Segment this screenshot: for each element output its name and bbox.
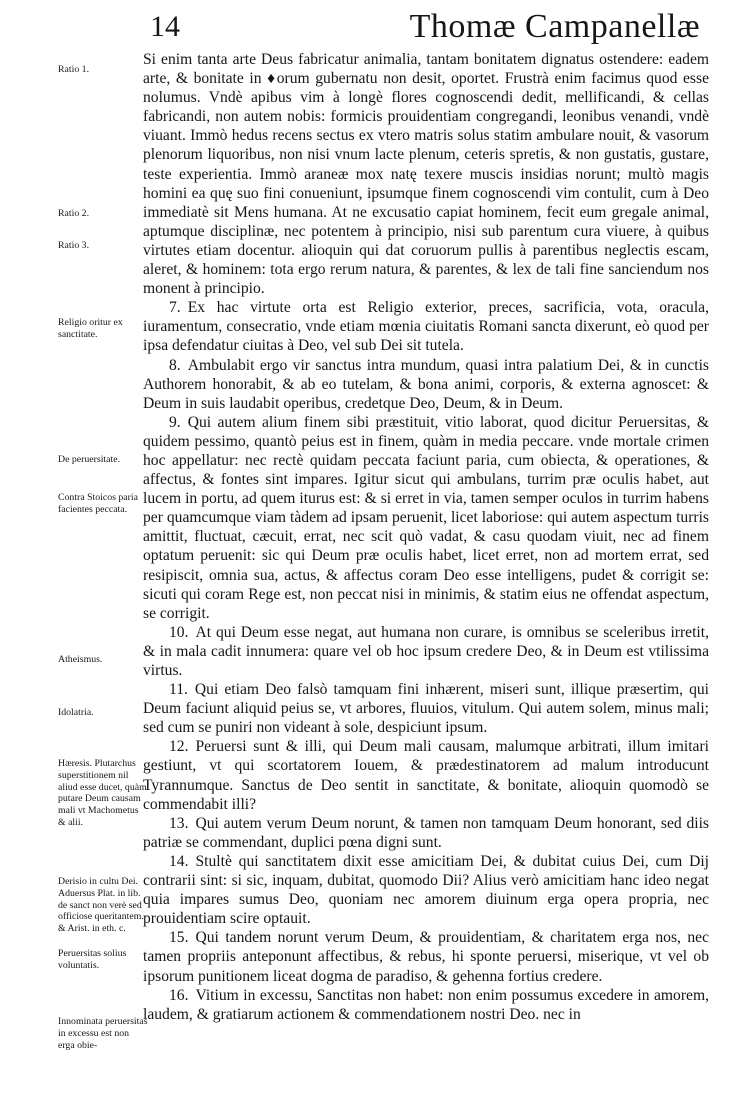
paragraph-number: 10. bbox=[169, 623, 189, 641]
margin-note: De peruersitate. bbox=[58, 454, 121, 465]
paragraph-number: 12. bbox=[169, 738, 189, 756]
paragraph-number: 7. bbox=[169, 299, 181, 317]
paragraph-number: 13. bbox=[169, 814, 189, 832]
main-text bbox=[143, 50, 709, 1024]
paragraph-number: 11. bbox=[169, 681, 188, 699]
margin-note: Hæresis. Plutarchus superstitionem nil aliud esse ducet, quàm putare Deum causam mali vt Machometus & alii. bbox=[58, 758, 147, 828]
paragraph-6 bbox=[143, 50, 709, 298]
paragraph-text: Peruersi sunt & illi, qui Deum mali causam, malumque arbitrati, illum imitari gestiunt, vt qui scortatorem Iouem, & prædestinatorem ad malum introducunt Tyrannumque. Sanctus de Deo sentit in sanctitate, & bonitate, alioquin quomodò se commendabit illi? bbox=[143, 738, 709, 813]
paragraph-10 bbox=[143, 623, 709, 680]
paragraph-number: 9. bbox=[169, 413, 181, 431]
paragraph-number: 14. bbox=[169, 852, 189, 870]
paragraph-text: Qui autem verum Deum norunt, & tamen non tamquam Deum honorant, sed diis patriæ se commendant, duplici pœna digni sunt. bbox=[143, 814, 709, 851]
paragraph-text: Stultè qui sanctitatem dixit esse amicitiam Dei, & dubitat cuius Dei, cum Dij contrarii sint: si sic, inquam, dubitat, quomodo Dii? Alius verò amicitiam hanc ideo negat quia impares sumus Deo, quoniam nec amorem diuinum erga opera propria, nec prouidentiam scire optauit. bbox=[143, 852, 709, 928]
margin-note: Peruersitas solius voluntatis. bbox=[58, 948, 127, 971]
paragraph-text: Si enim tanta arte Deus fabricatur animalia, tantam bonitatem dignatus ostendere: eadem arte, & bonitate in ♦orum gubernatu non desit, oportet. Frustrà enim facimus quod esse nolumus. Vndè apibus vim à longè flores cognoscendi dedit, mellificandi, & cellas fabricandi, non autem nobis: formicis prouidentiam congregandi, leonibus venandi, vndè viuant. Immò hedus recens sectus ex vtero matris solus statim ambulare nouit, & vasorum plenorum liquoribus, non nisi vnum lacte plenum, ceteris spretis, & non gustatis, gustare, teste experientia. Immò araneæ mox natę texere muscis insidias norunt; multò magis homini ea quę suo fini conueniunt, ipsumque finem cognoscendi vim contulit, cum à Deo immediatè sit Mens humana. At ne excusatio capiat hominem, fecit eum gregale animal, aptumque disciplinæ, nec potentem à principio, nisi sub parentum cura viuere, à quibus virtutes etiam docentur. alioquin qui dat coruorum pullis à parentibus neglectis escam, aleret, & hominem: tota ergo rerum natura, & parentes, & lex de tali fine sanciendum nos monent à principio. bbox=[143, 51, 709, 298]
paragraph-text: Qui tandem norunt verum Deum, & prouidentiam, & charitatem erga nos, nec tamen propriis anteponunt affectibus, & rebus, hi sponte peruersi, miserique, vt vel ob ipsorum punitionem liceat dogma de paradiso, & gehenna fortius credere. bbox=[143, 929, 709, 985]
paragraph-number: 15. bbox=[169, 929, 189, 947]
paragraph-text: Ambulabit ergo vir sanctus intra mundum, quasi intra palatium Dei, & in cunctis Authorem honorabit, & ab eo tutelam, & bona animi, corporis, & externa agnoscet: & Deum in suis laudabit operibus, credetque Deo, Deum, & in Deum. bbox=[143, 356, 709, 412]
margin-note: Innominata peruersitas in excessu est non erga obie- bbox=[58, 1016, 148, 1051]
paragraph-12 bbox=[143, 737, 709, 813]
margin-note: Idolatria. bbox=[58, 707, 94, 718]
margin-note: Contra Stoicos paria facientes peccata. bbox=[58, 492, 138, 515]
margin-note: Ratio 1. bbox=[58, 64, 90, 75]
paragraph-number: 8. bbox=[169, 356, 181, 374]
margin-note: Derisio in cultu Dei. Aduersus Plat. in lib. de sanct non verè sed officiose queritantem. & Arist. in eth. c. bbox=[58, 876, 144, 935]
paragraph-number: 16. bbox=[169, 986, 189, 1004]
paragraph-8 bbox=[143, 356, 709, 413]
paragraph-16 bbox=[143, 986, 709, 1024]
paragraph-13 bbox=[143, 814, 709, 852]
margin-note: Atheismus. bbox=[58, 654, 103, 665]
margin-note: Religio oritur ex sanctitate. bbox=[58, 317, 123, 340]
paragraph-text: At qui Deum esse negat, aut humana non curare, is omnibus se sceleribus irretit, & in mala cadit innumera: quare vel ob hoc ipsum credere Deo, & in Deum est vtilissima virtus. bbox=[143, 623, 709, 679]
paragraph-text: Ex hac virtute orta est Religio exterior, preces, sacrificia, vota, oracula, iuramentum, consecratio, vnde etiam mœnia ciuitatis Romani sancta dixerunt, eò quod per ipsa defendatur ciuitas à Deo, vel sub Dei sit tutela. bbox=[143, 299, 709, 355]
paragraph-7 bbox=[143, 298, 709, 355]
page-header bbox=[150, 4, 710, 48]
page-number: 14 bbox=[150, 10, 180, 43]
paragraph-15 bbox=[143, 928, 709, 985]
margin-note: Ratio 3. bbox=[58, 240, 90, 251]
paragraph-11 bbox=[143, 680, 709, 737]
margin-note: Ratio 2. bbox=[58, 208, 90, 219]
running-title: Thomæ Campanellæ bbox=[409, 8, 700, 45]
paragraph-text: Qui autem alium finem sibi præstituit, vitio laborat, quod dicitur Peruersitas, & quidem pessimo, quantò peius est in finem, quàm in media peccare. vnde mortale crimen hoc appellatur: nec rectè quidam peccata faciunt paria, cum obiecta, & operationes, & affectus, & fontes sint impares. Igitur sicut qui ambulans, turrim præ oculis habet, aut lucem in portu, ad quem iturus est: & si erret in via, tamen semper oculos in turrim habens per quamcumque viam tàdem ad ipsam peruenit, licet laboriose: qui autem aspectum turris amittit, fluctuat, cæcuit, errat, nec scit quò vadat, & casu quodam viuit, nec ad finem optatum peruenit: sic qui Deum præ oculis habet, licet erret, non ad mortem errat, sed resipiscit, omnia sua, actus, & affectus coram Deo esse intelligens, pudet & corrigit se: sicuti qui coram Rege est, non peccat nisi in minimis, & statim eius ne offendat aspectum, se corrigit. bbox=[143, 413, 709, 622]
paragraph-text: Qui etiam Deo falsò tamquam fini inhærent, miseri sunt, illique præsertim, qui Deum faciunt aliquid peius se, vt arbores, fluuios, vitulum. Qui autem solem, minus mali; sed cum se puniri non videant à sole, despiciunt ipsum. bbox=[143, 681, 709, 737]
paragraph-text: Vitium in excessu, Sanctitas non habet: non enim possumus excedere in amorem, laudem, & gratiarum actionem & commendationem nostri Deo. nec in bbox=[143, 986, 709, 1023]
paragraph-14 bbox=[143, 852, 709, 928]
paragraph-9 bbox=[143, 413, 709, 623]
